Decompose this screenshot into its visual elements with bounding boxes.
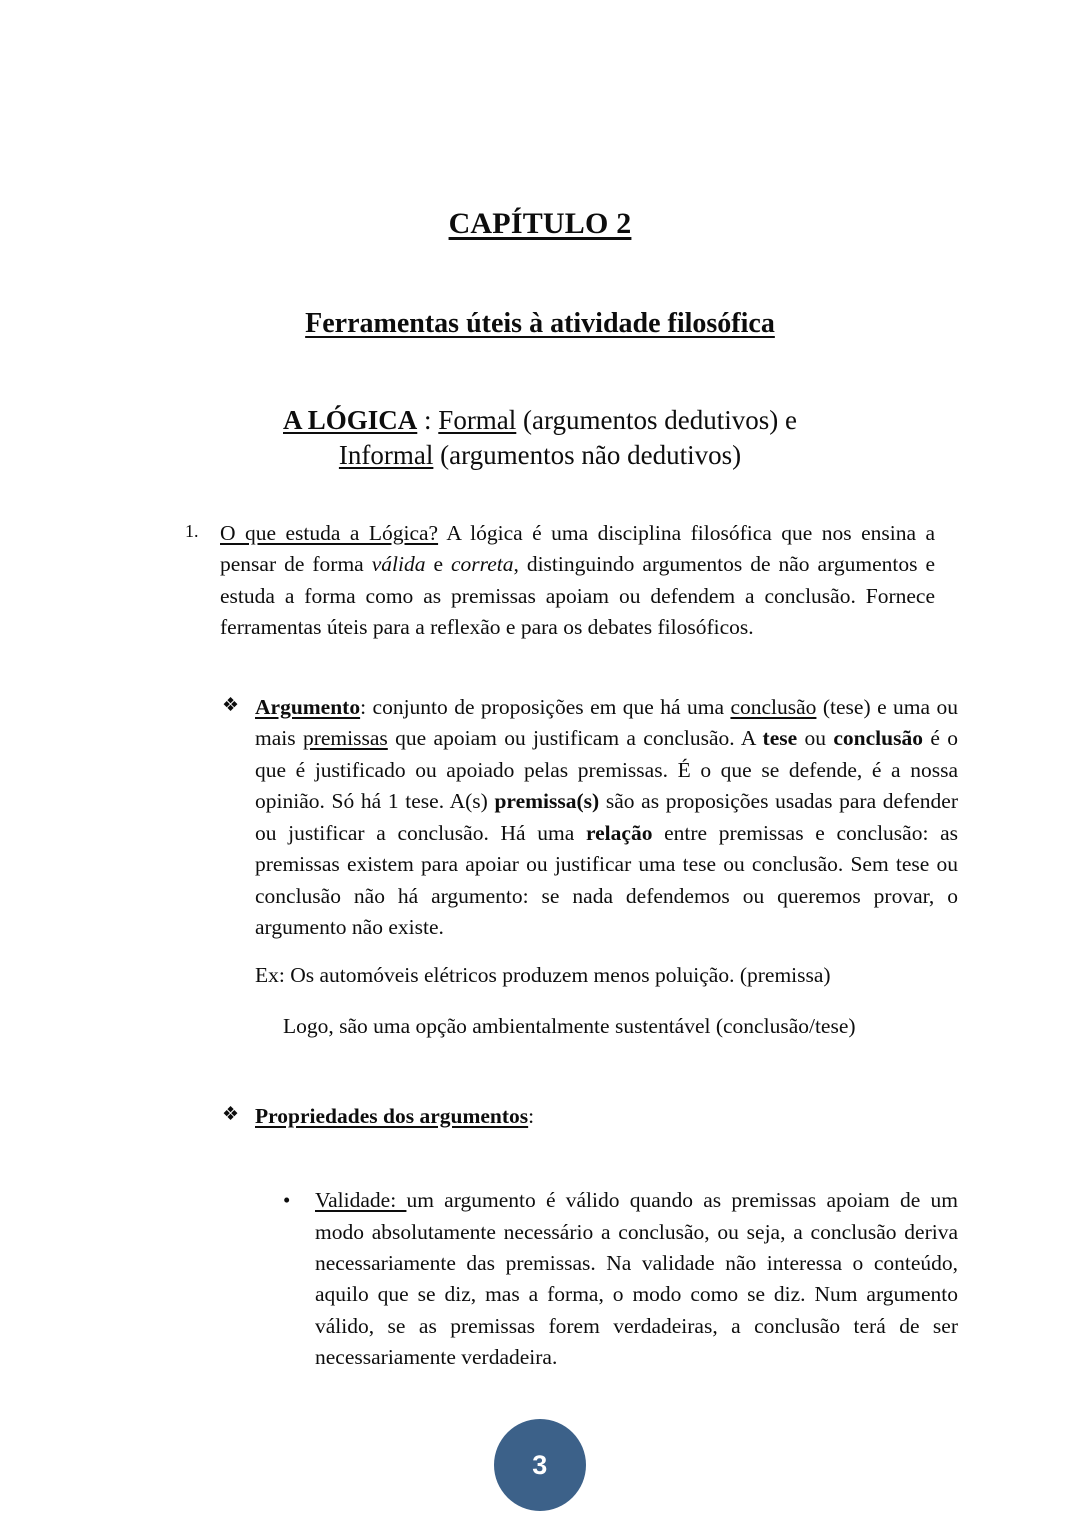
validade-text: um argumento é válido quando as premissas apoiam de um modo absolutamente necessário a conclusão, ou seja, a conclusão deriva necessariamente das premissas. Na validade não interessa o conteúdo, aquilo que se diz, mas a forma, o modo como se diz. Num argumento válido, se as premissas forem verdadeiras, a conclusão terá de ser necessariamente verdadeira.	[315, 1188, 958, 1370]
argumento-u1: conclusão	[730, 694, 817, 719]
item1-italic-correta: correta	[450, 552, 514, 577]
list-item-argumento	[0, 644, 1080, 944]
example-premise: Ex: Os automóveis elétricos produzem menos poluição. (premissa)	[255, 962, 831, 987]
argumento-t4: ou	[797, 726, 834, 751]
validade-lead: Validade:	[315, 1188, 407, 1213]
argumento-b3: premissa(s)	[494, 789, 600, 814]
propriedades-colon: :	[528, 1103, 535, 1128]
argumento-t3: que apoiam ou justificam a conclusão. A	[387, 726, 763, 751]
argumento-t1: : conjunto de proposições em que há uma	[360, 694, 731, 719]
argumento-t7: entre premissas e conclusão: as premissas existem para apoiar ou justificar uma tese ou conclusão. Sem tese ou conclusão não há argumento: se nada defendemos ou queremos provar, o argumento não existe.	[255, 820, 959, 940]
item1-text-b: e	[425, 552, 451, 577]
section-heading-informal-note: (argumentos não dedutivos)	[433, 440, 742, 471]
page-number-badge	[494, 1419, 586, 1511]
argumento-b4: relação	[585, 820, 653, 845]
argumento-b2: conclusão	[833, 726, 923, 751]
round-bullet-icon: •	[283, 1188, 291, 1213]
list-marker-number: 1.	[185, 520, 199, 541]
argumento-t2: (tese) e uma ou mais	[255, 694, 959, 751]
item1-text-c: , distinguindo argumentos de não argumentos e estuda a forma como as premissas apoiam ou defendem a conclusão. Fornece ferramentas úteis para a reflexão e para os debates filosóficos.	[220, 552, 935, 640]
section-heading-separator: :	[417, 404, 439, 435]
section-heading-formal: Formal	[438, 404, 517, 435]
list-item-propriedades	[0, 1043, 1080, 1132]
document-subtitle-text: Ferramentas úteis à atividade filosófica	[305, 307, 775, 339]
document-subtitle	[0, 243, 1080, 341]
list-item-validade	[0, 1132, 1080, 1374]
section-heading-formal-note: (argumentos dedutivos) e	[516, 404, 797, 435]
section-heading	[0, 341, 1080, 474]
item1-text-a: A lógica é uma disciplina filosófica que nos ensina a pensar de forma	[220, 520, 935, 577]
page-number-text: 3	[532, 1449, 548, 1480]
list-item-numbered-1	[0, 474, 1080, 644]
diamond-bullet-icon: ❖	[222, 694, 240, 716]
section-heading-informal: Informal	[338, 440, 434, 471]
example-conclusion: Logo, são uma opção ambientalmente sustentável (conclusão/tese)	[283, 1014, 856, 1039]
argumento-u2: premissas	[302, 726, 388, 751]
propriedades-heading: Propriedades dos argumentos	[255, 1103, 529, 1128]
item1-lead: O que estuda a Lógica?	[220, 520, 439, 545]
page-title-text: CAPÍTULO 2	[448, 207, 632, 240]
section-heading-logica: A LÓGICA	[283, 404, 418, 435]
argumento-lead: Argumento	[255, 694, 361, 719]
argumento-b1: tese	[762, 726, 798, 751]
diamond-bullet-icon: ❖	[222, 1103, 240, 1125]
item1-italic-valida: válida	[371, 552, 426, 577]
document-body	[0, 474, 1080, 1374]
page-title	[0, 0, 1080, 243]
argumento-t6: são as proposições usadas para defender ou justificar a conclusão. Há uma	[255, 789, 958, 845]
argumento-t5: é o que é justificado ou apoiado pelas premissas. É o que se defende, é a nossa opinião. Só há 1 tese. A(s)	[255, 726, 959, 814]
